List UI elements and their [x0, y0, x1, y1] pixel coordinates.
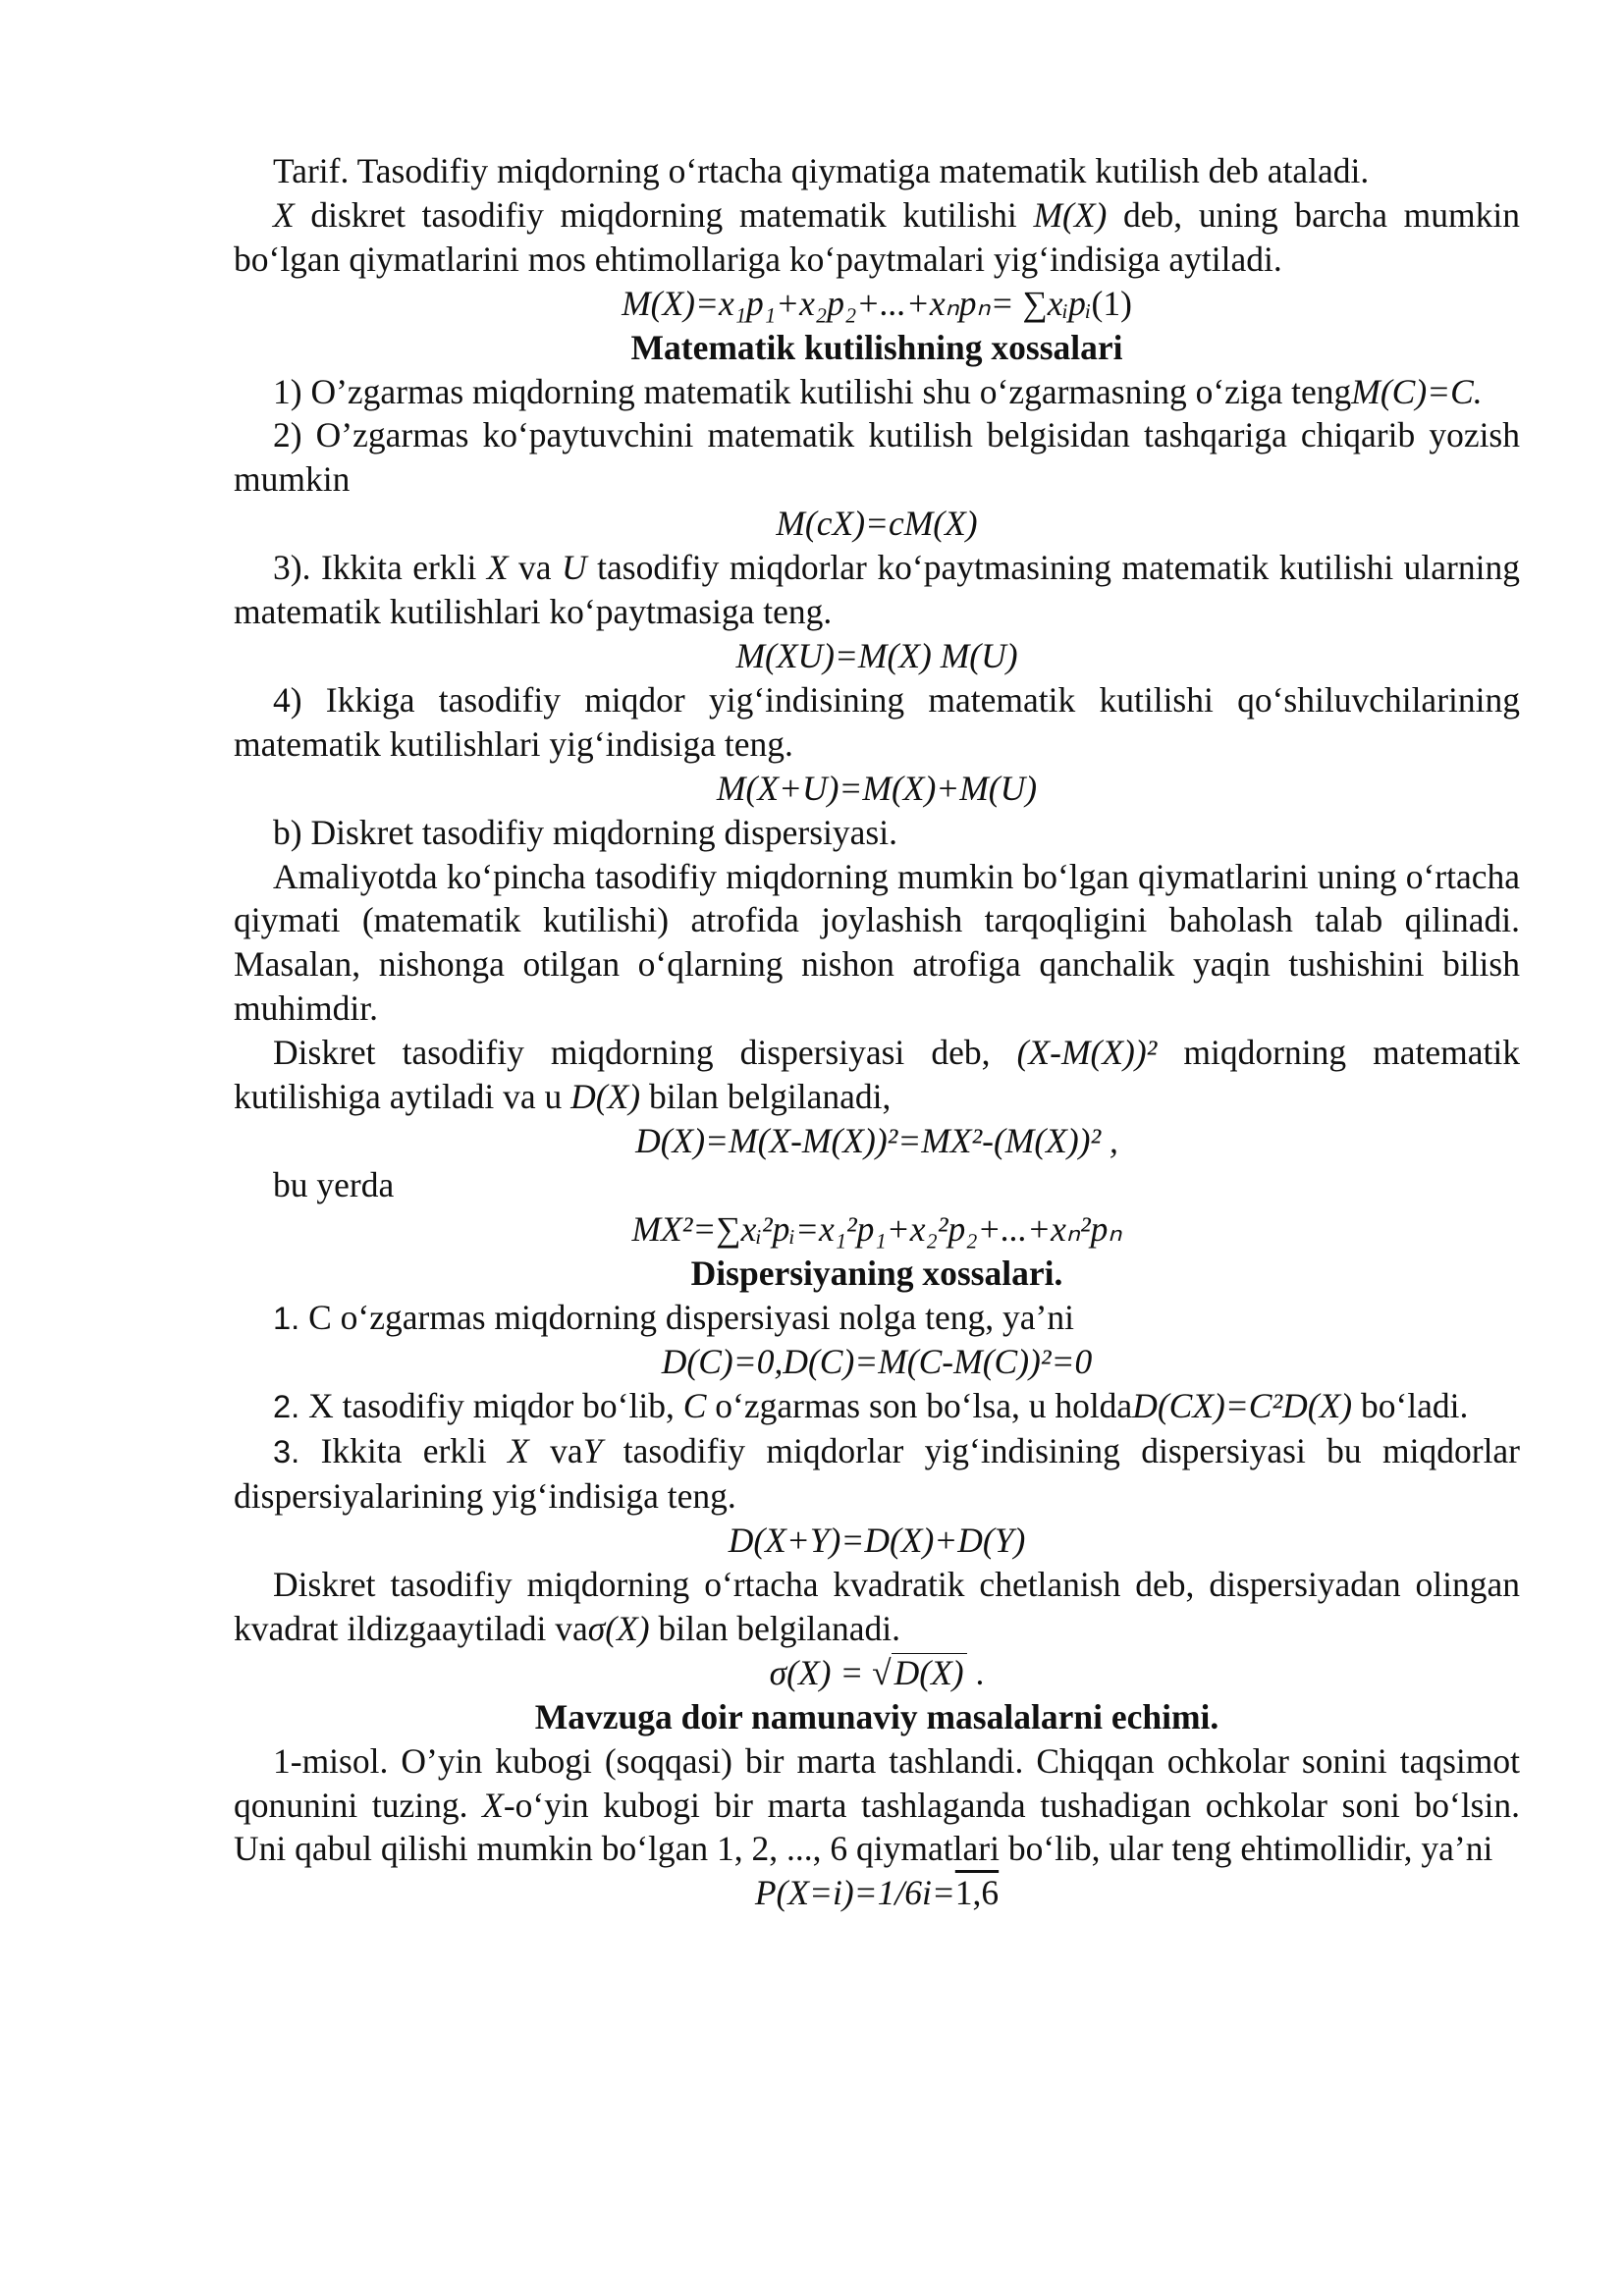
text: -o‘yin kubogi bir marta tashlaganda tushadigan ochkolar soni bo‘lsin. Uni qabul qilishi mumkin bo‘lgan 1, 2, ..., 6 qiymatlari bo‘lib, ular teng ehtimollidir, ya’ni [234, 1785, 1520, 1869]
sqrt-sign: √ [872, 1652, 892, 1692]
heading-dispersion-properties [234, 1252, 1520, 1296]
formula-4: M(X+U)=M(X)+M(U) [716, 768, 1038, 808]
text: 1) O’zgarmas miqdorning matematik kutilishi shu o‘zgarmasning o‘ziga teng [273, 371, 1352, 411]
var: U [562, 548, 587, 588]
var: Y [582, 1431, 603, 1471]
text: Diskret tasodifiy miqdorning dispersiyasi deb, [273, 1033, 1017, 1073]
formula-7: D(C)=0,D(C)=M(C-M(C))²=0 [661, 1342, 1093, 1382]
text: tasodifiy miqdorlar yig‘indisining dispersiyasi bu miqdorlar dispersiyalarining yig‘indisiga teng. [234, 1431, 1521, 1517]
item-number: 1. [273, 1299, 300, 1336]
formula-6: MX²=∑xᵢ²pᵢ=x₁²p₁+x₂²p₂+...+xₙ²pₙ [631, 1208, 1122, 1249]
formula-8: D(X+Y)=D(X)+D(Y) [728, 1521, 1026, 1561]
text: va [508, 548, 563, 588]
formula-9 [234, 1651, 1520, 1695]
formula-number: (1) [1091, 283, 1132, 323]
heading-expectation-properties: Matematik kutilishning xossalari [630, 327, 1123, 367]
formula-5: D(X)=M(X-M(X))²=MX²-(M(X))² , [635, 1120, 1118, 1160]
sqrt-radicand: D(X) [892, 1653, 967, 1692]
document-page [234, 149, 1520, 1915]
heading-dot: . [1054, 1253, 1063, 1293]
var: X [482, 1785, 504, 1825]
var: D(X) [570, 1077, 641, 1117]
text: va [528, 1431, 583, 1471]
formula-10 [234, 1871, 1520, 1915]
var: X [486, 548, 509, 588]
text: Tarif. Tasodifiy miqdorning o‘rtacha qiymatiga matematik kutilish deb ataladi. [273, 151, 1370, 190]
text: miqdorning matematik kutilishiga aytiladi va u [234, 1033, 1520, 1117]
dispersion-property-3 [234, 1429, 1520, 1519]
item-number: 3. [273, 1433, 300, 1470]
dispersion-property-1 [234, 1296, 1520, 1341]
formula: D(CX)=C²D(X) [1132, 1386, 1353, 1426]
text: C o‘zgarmas miqdorning dispersiyasi nolga teng, ya’ni [299, 1297, 1074, 1337]
formula-1 [234, 282, 1520, 326]
text: Ikkita erkli [299, 1431, 509, 1471]
dispersion-definition [234, 1031, 1520, 1119]
expectation-definition [234, 193, 1520, 282]
text: bo‘ladi. [1352, 1386, 1469, 1426]
property-1 [234, 370, 1520, 414]
var: C [682, 1386, 707, 1426]
text: o‘zgarmas son bo‘lsa, u holda [706, 1386, 1133, 1426]
formula-2: M(cX)=cM(X) [776, 504, 978, 544]
text: tasodifiy miqdorlar ko‘paytmasining matematik kutilishi ularning matematik kutilishlari ko‘paytmasiga teng. [234, 548, 1520, 632]
formula: M(C)=C. [1351, 371, 1483, 411]
heading-text: Dispersiyaning xossalari [690, 1253, 1055, 1293]
bu-yerda: bu yerda [273, 1164, 395, 1204]
dispersion-intro: Amaliyotda ko‘pincha tasodifiy miqdorning mumkin bo‘lgan qiymatlarini uning o‘rtacha qiymati (matematik kutilishi) atrofida joylashish tarqoqligini baholash talab qilinadi. Masalan, nishonga otilgan o‘qlarning nishon atrofiga qanchalik yaqin tushishini bilish muhimdir. [234, 856, 1520, 1029]
text: bilan belgilanadi, [640, 1077, 892, 1117]
heading-examples: Mavzuga doir namunaviy masalalarni echimi. [534, 1696, 1219, 1736]
subsection-b: b) Diskret tasodifiy miqdorning dispersiyasi. [273, 812, 897, 852]
text: 1-misol. O’yin kubogi (soqqasi) bir marta tashlandi. Chiqqan ochkolar sonini taqsimot qonunini tuzing. [234, 1740, 1520, 1825]
text: bilan belgilanadi. [649, 1608, 900, 1648]
text: deb, uning barcha mumkin bo‘lgan qiymatlarini mos ehtimollariga ko‘paytmalari yig‘indisiga aytiladi. [234, 194, 1520, 279]
formula: P(X=i)=1/6i= [754, 1873, 955, 1913]
text: 3). Ikkita erkli [273, 548, 487, 588]
property-4: 4) Ikkiga tasodifiy miqdor yig‘indisining matematik kutilishi qo‘shiluvchilarining matematik kutilishlari yig‘indisiga teng. [234, 679, 1520, 764]
var: M(X) [1033, 194, 1108, 235]
formula: σ(X) = [769, 1652, 873, 1692]
var: X [273, 194, 295, 235]
example-1 [234, 1739, 1520, 1872]
var: X [508, 1431, 529, 1471]
formula: (X-M(X))² [1016, 1033, 1158, 1073]
formula-3: M(XU)=M(X) M(U) [735, 635, 1018, 675]
formula: M(X)=x₁p₁+x₂p₂+...+xₙpₙ= ∑xᵢpᵢ [622, 283, 1092, 323]
formula-dot: . [966, 1652, 985, 1692]
text: diskret tasodifiy miqdorning matematik kutilishi [294, 194, 1034, 235]
text: Diskret tasodifiy miqdorning o‘rtacha kvadratik chetlanish deb, dispersiyadan olingan kvadrat ildizgaaytiladi va [234, 1565, 1520, 1648]
item-number: 2. [273, 1388, 300, 1425]
property-3 [234, 546, 1520, 634]
definition-paragraph [234, 149, 1520, 193]
std-deviation-definition [234, 1563, 1520, 1651]
formula: σ(X) [587, 1608, 650, 1648]
text: X tasodifiy miqdor bo‘lib, [299, 1386, 683, 1426]
dispersion-property-2 [234, 1384, 1520, 1429]
property-2: 2) O’zgarmas ko‘paytuvchini matematik kutilish belgisidan tashqariga chiqarib yozish mumkin [234, 415, 1520, 500]
range: 1,6 [954, 1873, 1000, 1913]
